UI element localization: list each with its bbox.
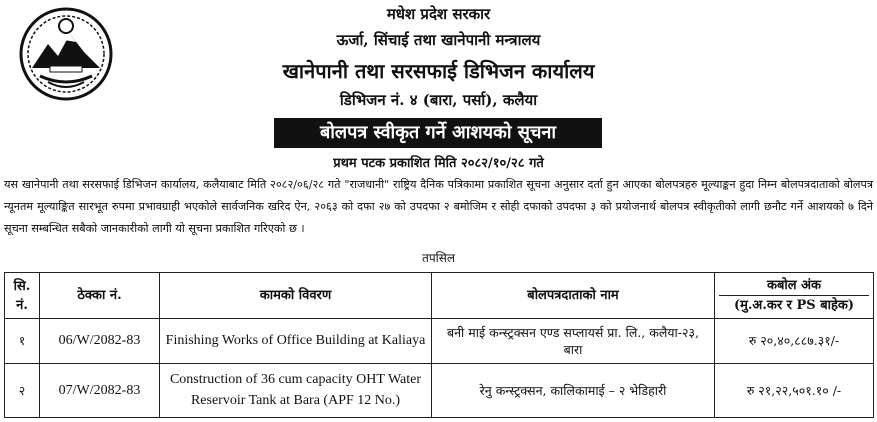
division-name: डिभिजन नं. ४ (बारा, पर्सा), कलैया — [339, 91, 538, 109]
col-bidder-header: बोलपत्रदाताको नाम — [432, 273, 715, 319]
col-sn-header: सि. नं. — [5, 273, 40, 319]
row-bidder: बनी माई कन्स्ट्रक्सन एण्ड सप्लायर्स प्रा. लि., कलैया-२३, बारा — [432, 319, 715, 364]
ministry-name: ऊर्जा, सिंचाई तथा खानेपानी मन्त्रालय — [336, 31, 541, 49]
row-sn: १ — [5, 319, 40, 364]
schedule-heading: तपसिल — [421, 251, 455, 265]
row-amount: रु २१,२२,५०१.१० /- — [715, 363, 874, 417]
office-name: खानेपानी तथा सरसफाई डिभिजन कार्यालय — [282, 59, 595, 83]
amount-header-label: कबोल अंक — [719, 276, 869, 296]
row-sn: २ — [5, 363, 40, 417]
col-contract-no-header: ठेक्का नं. — [40, 273, 160, 319]
row-contract-no: 07/W/2082-83 — [40, 363, 160, 417]
row-amount: रु २०,४०,८८७.३१/- — [715, 319, 874, 364]
amount-header-note: (मु.अ.कर र PS बाहेक) — [733, 298, 855, 313]
notice-body: यस खानेपानी तथा सरसफाई डिभिजन कार्यालय, कलैयाबाट मिति २०८२/०६/२८ गते "राजधानी" राष्ट्रिय दैनिक पत्रिकामा प्रकाशित सूचना अनुसार दर्ता हुन आएका बोलपत्रहरु मूल्याङ्कन हुदा निम्न बोलपत्रदाताको बोलपत्र न्यूनतम मूल्याङ्कित सारभूत रुपमा प्रभावग्राही भएकोले सार्वजनिक खरिद ऐन, २०६३ को दफा २७ को उपदफा २ बमोजिम र सोही दफाको उपदफा ३ को प्रयोजनार्थ बोलपत्र स्वीकृतीको लागी छनौट गर्ने आशयको ७ दिने सूचना सम्बन्धित सबैको जानकारीको लागी यो सूचना प्रकाशित गरिएको छ । — [4, 178, 873, 235]
table-header-row — [5, 273, 874, 319]
table-row — [5, 363, 874, 417]
province-name: मधेश प्रदेश सरकार — [386, 5, 491, 23]
tender-table — [4, 272, 874, 418]
published-date: प्रथम पटक प्रकाशित मिति २०८२/१०/२८ गते — [333, 156, 544, 171]
row-bidder: रेनु कन्स्ट्रक्सन, कालिकामाई – २ भेडिहारी — [432, 363, 715, 417]
row-description: Construction of 36 cum capacity OHT Water Reservoir Tank at Bara (APF 12 No.) — [160, 363, 432, 417]
table-row — [5, 319, 874, 364]
col-description-header: कामको विवरण — [160, 273, 432, 319]
col-amount-header — [715, 273, 874, 319]
row-description: Finishing Works of Office Building at Kaliaya — [160, 319, 432, 364]
notice-title: बोलपत्र स्वीकृत गर्ने आशयको सूचना — [274, 118, 602, 148]
row-contract-no: 06/W/2082-83 — [40, 319, 160, 364]
